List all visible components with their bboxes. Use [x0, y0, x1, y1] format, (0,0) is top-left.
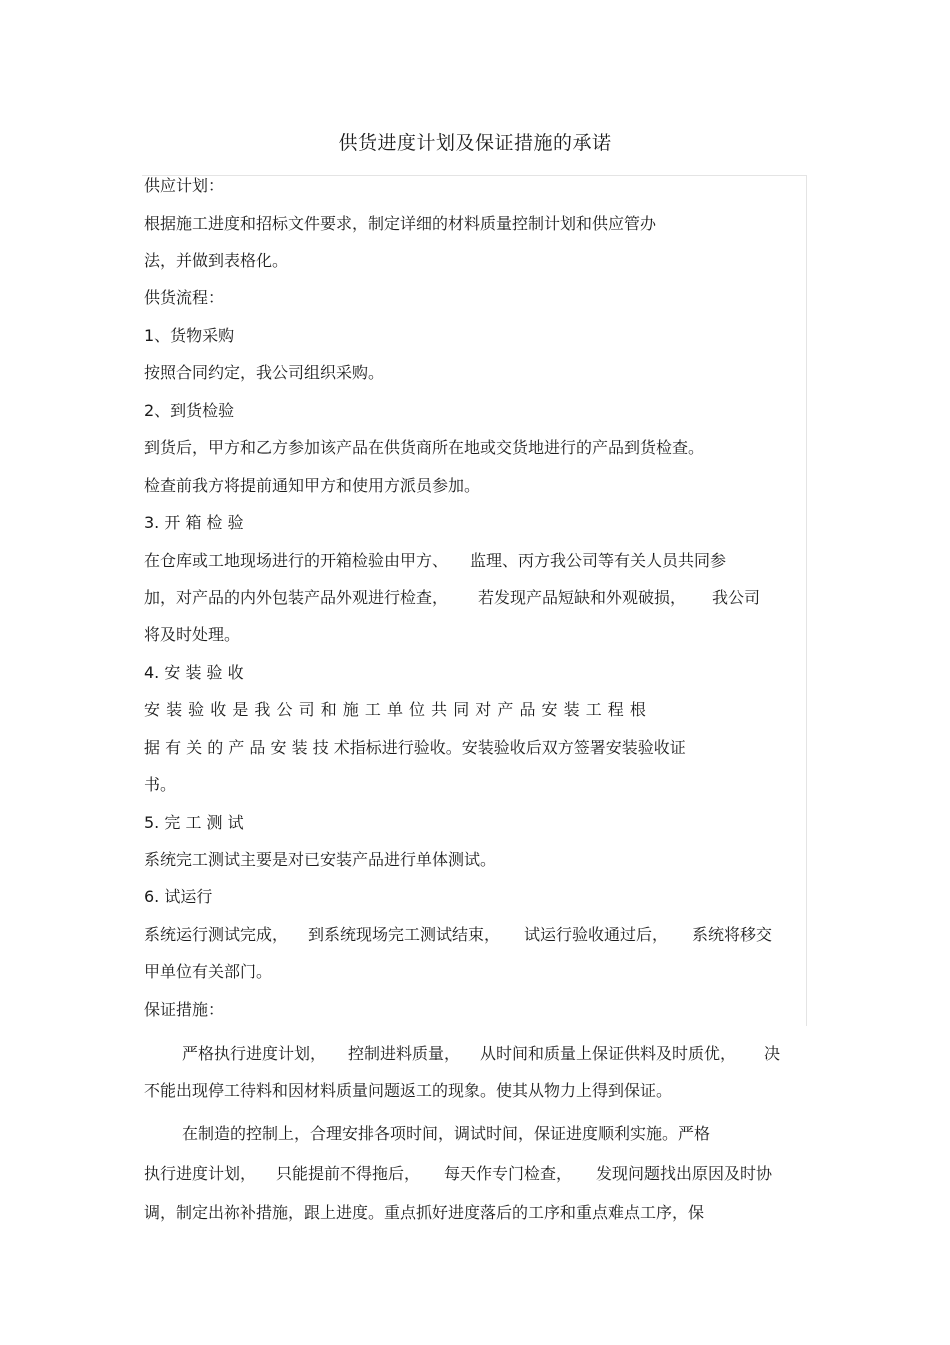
step-6-text-1-part-d: 系统将移交: [692, 925, 773, 944]
step-1-text: 按照合同约定，我公司组织采购。: [144, 363, 385, 382]
step-4-text-3: 书。: [144, 775, 177, 794]
step-6-text-1-part-a: 系统运行测试完成，: [144, 925, 289, 944]
step-4-text-2: 据 有 关 的 产 品 安 装 技 术指标进行验收。安装验收后双方签署安装验收证: [144, 738, 686, 757]
step-3-heading: 3. 开 箱 检 验: [144, 513, 244, 532]
guarantee-para-1-part-c: 从时间和质量上保证供料及时质优，: [480, 1044, 737, 1063]
guarantee-para-1-part-a: 严格执行进度计划，: [182, 1044, 327, 1063]
step-2-text-1: 到货后，甲方和乙方参加该产品在供货商所在地或交货地进行的产品到货检查。: [144, 438, 705, 457]
step-4-text-1: 安 装 验 收 是 我 公 司 和 施 工 单 位 共 同 对 产 品 安 装 工 程 根: [144, 700, 646, 719]
guarantee-para-2-line-1: 在制造的控制上，合理安排各项时间，调试时间，保证进度顺利实施。严格: [182, 1124, 711, 1143]
guarantee-para-1-line-2: 不能出现停工待料和因材料质量问题返工的现象。使其从物力上得到保证。: [144, 1081, 673, 1100]
guarantee-para-2-line-3: 调，制定出祢补措施，跟上进度。重点抓好进度落后的工序和重点难点工序，保: [144, 1203, 705, 1222]
guarantee-para-2-line-2: [144, 1164, 772, 1184]
step-5-heading: 5. 完 工 测 试: [144, 813, 244, 832]
step-3-text-3: 将及时处理。: [144, 625, 241, 644]
document-title: 供货进度计划及保证措施的承诺: [338, 132, 612, 154]
step-3-text-1-part-b: 监理、丙方我公司等有关人员共同参: [470, 551, 727, 570]
supply-plan-text-2: 法，并做到表格化。: [144, 251, 289, 270]
guarantee-para-2-part-b: 只能提前不得拖后，: [276, 1164, 421, 1183]
supply-plan-heading: 供应计划：: [144, 176, 225, 195]
guarantee-para-2-part-d: 发现问题找出原因及时协: [596, 1164, 773, 1183]
step-3-text-2-part-a: 加，对产品的内外包装产品外观进行检查，: [144, 588, 449, 607]
step-6-text-1: [144, 925, 772, 945]
step-4-heading: 4. 安 装 验 收: [144, 663, 244, 682]
guarantee-para-1-part-b: 控制进料质量，: [348, 1044, 461, 1063]
step-1-heading: 1、货物采购: [144, 326, 235, 345]
process-heading: 供货流程：: [144, 288, 225, 307]
step-6-text-1-part-c: 试运行验收通过后，: [524, 925, 669, 944]
supply-plan-text-1: 根据施工进度和招标文件要求，制定详细的材料质量控制计划和供应管办: [144, 214, 657, 233]
step-2-heading: 2、到货检验: [144, 401, 235, 420]
guarantee-para-1-part-d: 决: [764, 1044, 781, 1063]
guarantee-heading: 保证措施：: [144, 1000, 225, 1019]
step-3-text-2-part-b: 若发现产品短缺和外观破损，: [478, 588, 687, 607]
step-3-text-2: [144, 588, 760, 608]
step-5-text: 系统完工测试主要是对已安装产品进行单体测试。: [144, 850, 497, 869]
step-6-text-1-part-b: 到系统现场完工测试结束，: [308, 925, 501, 944]
step-3-text-1: [144, 551, 726, 571]
step-6-text-2: 甲单位有关部门。: [144, 962, 273, 981]
step-3-text-2-part-c: 我公司: [712, 588, 761, 607]
step-2-text-2: 检查前我方将提前通知甲方和使用方派员参加。: [144, 476, 481, 495]
guarantee-para-2-part-a: 执行进度计划，: [144, 1164, 257, 1183]
step-3-text-1-part-a: 在仓库或工地现场进行的开箱检验由甲方、: [144, 551, 449, 570]
step-6-heading: 6. 试运行: [144, 887, 213, 906]
guarantee-para-2-part-c: 每天作专门检查，: [444, 1164, 573, 1183]
guarantee-para-1-line-1: [182, 1044, 780, 1064]
